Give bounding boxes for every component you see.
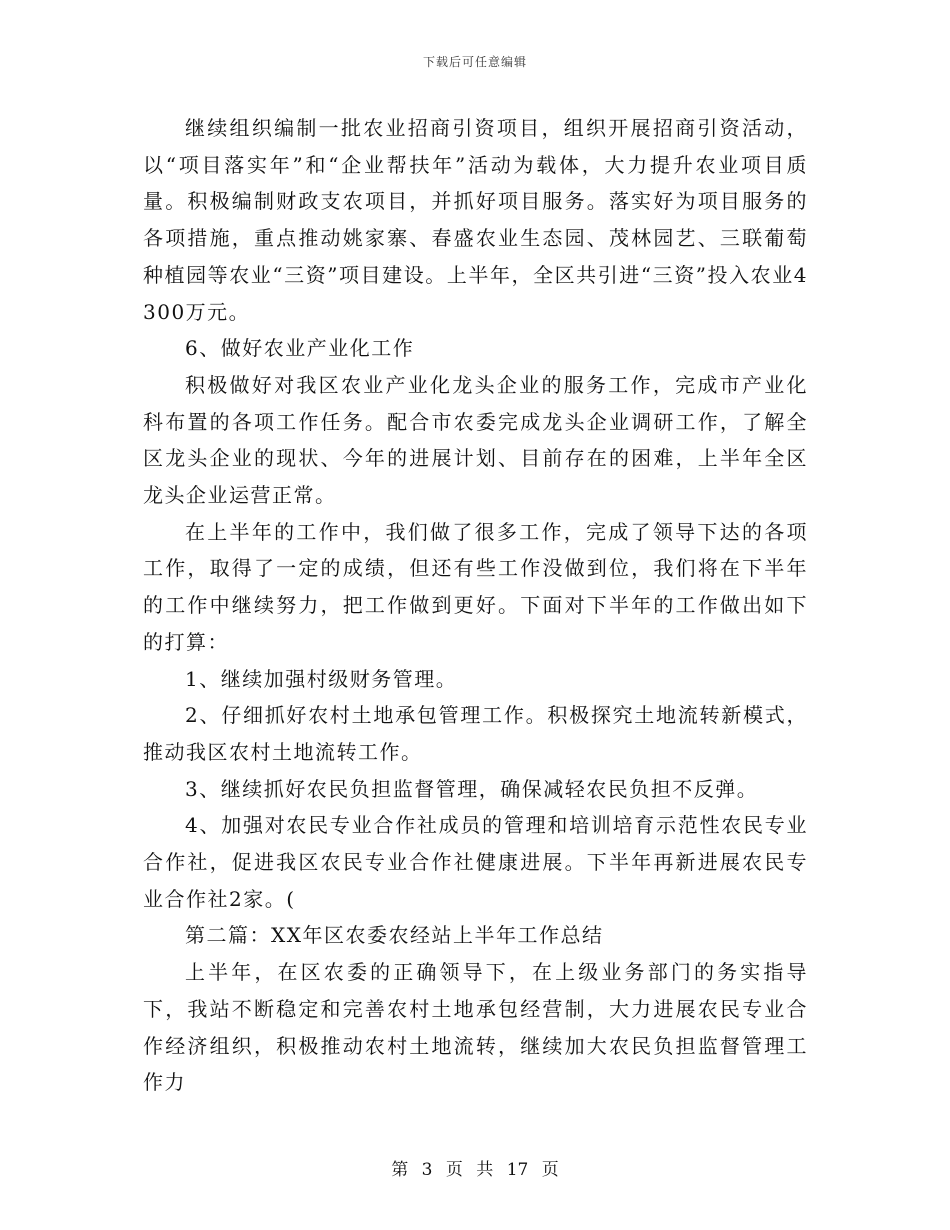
- list-item-3: 3、继续抓好农民负担监督管理，确保减轻农民负担不反弹。: [185, 776, 759, 801]
- paragraph-part-two-intro: 上半年，在区农委的正确领导下，在上级业务部门的务实指导下，我站不断稳定和完善农村土地承包经营制，大力进展农民专业合作经济组织，积极推动农村土地流转，继续加大农民负担监督管理工作力: [143, 960, 808, 1095]
- paragraph-summary-plan: 在上半年的工作中，我们做了很多工作，完成了领导下达的各项工作，取得了一定的成绩，但还有些工作没做到位，我们将在下半年的工作中继续努力，把工作做到更好。下面对下半年的工作做出如下的打算：: [143, 519, 808, 654]
- section-title-part-two: 第二篇：XX年区农委农经站上半年工作总结: [185, 923, 604, 948]
- list-item-2: 2、仔细抓好农村土地承包管理工作。积极探究土地流转新模式，推动我区农村土地流转工作。: [143, 703, 808, 764]
- heading-industrialization: 6、做好农业产业化工作: [185, 336, 415, 361]
- paragraph-investment-projects: 继续组织编制一批农业招商引资项目，组织开展招商引资活动，以“项目落实年”和“企业帮扶年”活动为载体，大力提升农业项目质量。积极编制财政支农项目，并抓好项目服务。落实好为项目服务的各项措施，重点推动姚家寨、春盛农业生态园、茂林园艺、三联葡萄种植园等农业“三资”项目建设。上半年，全区共引进“三资”投入农业4300万元。: [143, 116, 808, 324]
- page-header: 下载后可任意编辑: [422, 55, 527, 69]
- list-item-1: 1、继续加强村级财务管理。: [185, 666, 458, 691]
- list-item-4: 4、加强对农民专业合作社成员的管理和培训培育示范性农民专业合作社，促进我区农民专业合作社健康进展。下半年再新进展农民专业合作社2家。(: [143, 813, 808, 911]
- page-footer: 第 3 页 共 17 页: [391, 1160, 559, 1180]
- paragraph-industrialization: 积极做好对我区农业产业化龙头企业的服务工作，完成市产业化科布置的各项工作任务。配合市农委完成龙头企业调研工作，了解全区龙头企业的现状、今年的进展计划、目前存在的困难，上半年全区龙头企业运营正常。: [143, 372, 808, 508]
- document-body: [143, 110, 808, 1101]
